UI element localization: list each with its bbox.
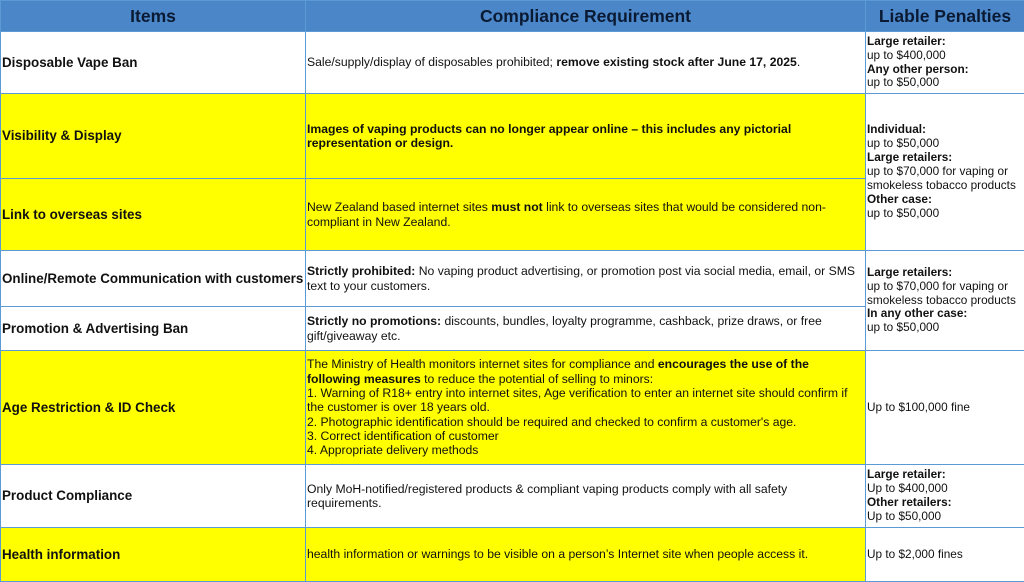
header-items: Items [1, 1, 306, 32]
penalty-cell [866, 465, 1024, 528]
requirement-cell: Only MoH-notified/registered products & compliant vaping products comply with all safety requirements. [306, 465, 866, 528]
table-row [1, 251, 1024, 307]
requirement-cell [306, 351, 866, 465]
penalty-value: up to $50,000 [867, 75, 940, 90]
penalty-value: up to $70,000 for vaping or smokeless tobacco products [867, 278, 1016, 307]
requirement-bold: Strictly prohibited: [307, 264, 416, 279]
header-row [1, 1, 1024, 32]
requirement-bold: encourages the use of the following measures [307, 357, 809, 386]
penalty-cell: Up to $100,000 fine [866, 351, 1024, 465]
requirement-bold: remove existing stock after June 17, 2025 [556, 55, 797, 70]
penalty-cell [866, 32, 1024, 94]
requirement-text: No vaping product advertising, or promotion post via social media, email, or SMS text to your customers. [307, 264, 855, 293]
penalty-label: Other retailers: [867, 495, 952, 509]
table-row [1, 94, 1024, 179]
item-cell: Link to overseas sites [1, 179, 306, 251]
item-cell: Online/Remote Communication with customers [1, 251, 306, 307]
penalty-label: Any other person: [867, 61, 969, 76]
penalty-value: Up to $400,000 [867, 481, 948, 496]
table-row [1, 465, 1024, 528]
requirement-bold: Strictly no promotions: [307, 314, 442, 329]
penalty-label: Large retailers: [867, 264, 953, 279]
requirement-cell [306, 94, 866, 179]
table-row [1, 32, 1024, 94]
penalty-cell: Up to $2,000 fines [866, 528, 1024, 582]
penalty-label: Other case: [867, 191, 932, 206]
penalty-label: Large retailer: [867, 467, 946, 482]
penalty-value: up to $70,000 for vaping or smokeless tobacco products [867, 164, 1016, 192]
item-cell: Promotion & Advertising Ban [1, 307, 306, 351]
item-cell: Disposable Vape Ban [1, 32, 306, 94]
item-cell: Age Restriction & ID Check [1, 351, 306, 465]
penalty-cell [866, 251, 1024, 351]
penalty-label: In any other case: [867, 306, 968, 321]
requirement-text: discounts, bundles, loyalty programme, cashback, prize draws, or free gift/giveaway etc. [307, 314, 822, 343]
requirement-text: link to overseas sites that would be considered non-compliant in New Zealand. [307, 200, 826, 229]
penalty-label: Individual: [867, 122, 926, 137]
requirement-list-item: 4. Appropriate delivery methods [307, 443, 479, 458]
penalty-value: up to $400,000 [867, 47, 946, 62]
item-cell: Product Compliance [1, 465, 306, 528]
penalty-value: up to $50,000 [867, 136, 940, 151]
penalty-value: up to $50,000 [867, 205, 940, 220]
item-cell: Visibility & Display [1, 94, 306, 179]
penalty-cell [866, 94, 1024, 251]
penalty-value: up to $50,000 [867, 320, 940, 335]
requirement-text: to reduce the potential of selling to minors: [420, 371, 654, 386]
header-penalties: Liable Penalties [866, 1, 1024, 32]
penalty-label: Large retailer: [867, 33, 946, 48]
penalty-label: Large retailers: [867, 150, 953, 165]
item-cell: Health information [1, 528, 306, 582]
requirement-cell [306, 32, 866, 94]
requirement-text: Sale/supply/display of disposables prohibited; [307, 55, 557, 70]
requirement-cell [306, 179, 866, 251]
requirement-bold: must not [491, 200, 543, 215]
table-row [1, 528, 1024, 582]
requirement-list-item: 3. Correct identification of customer [307, 429, 499, 444]
requirement-cell [306, 307, 866, 351]
table-row [1, 351, 1024, 465]
requirement-text: . [796, 55, 801, 70]
requirement-list-item: 2. Photographic identification should be required and checked to confirm a customer's age. [307, 414, 797, 429]
header-requirement: Compliance Requirement [306, 1, 866, 32]
requirement-cell: health information or warnings to be visible on a person’s Internet site when people access it. [306, 528, 866, 582]
requirement-cell [306, 251, 866, 307]
requirement-text: The Ministry of Health monitors internet sites for compliance and [307, 357, 658, 372]
penalty-value: Up to $50,000 [867, 508, 942, 523]
requirement-list-item: 1. Warning of R18+ entry into internet sites, Age verification to enter an internet site should confirm if the customer is over 18 years old. [307, 385, 848, 415]
requirement-bold: Images of vaping products can no longer appear online – this includes any pictorial representation or design. [307, 121, 792, 150]
requirement-text: New Zealand based internet sites [307, 200, 492, 215]
